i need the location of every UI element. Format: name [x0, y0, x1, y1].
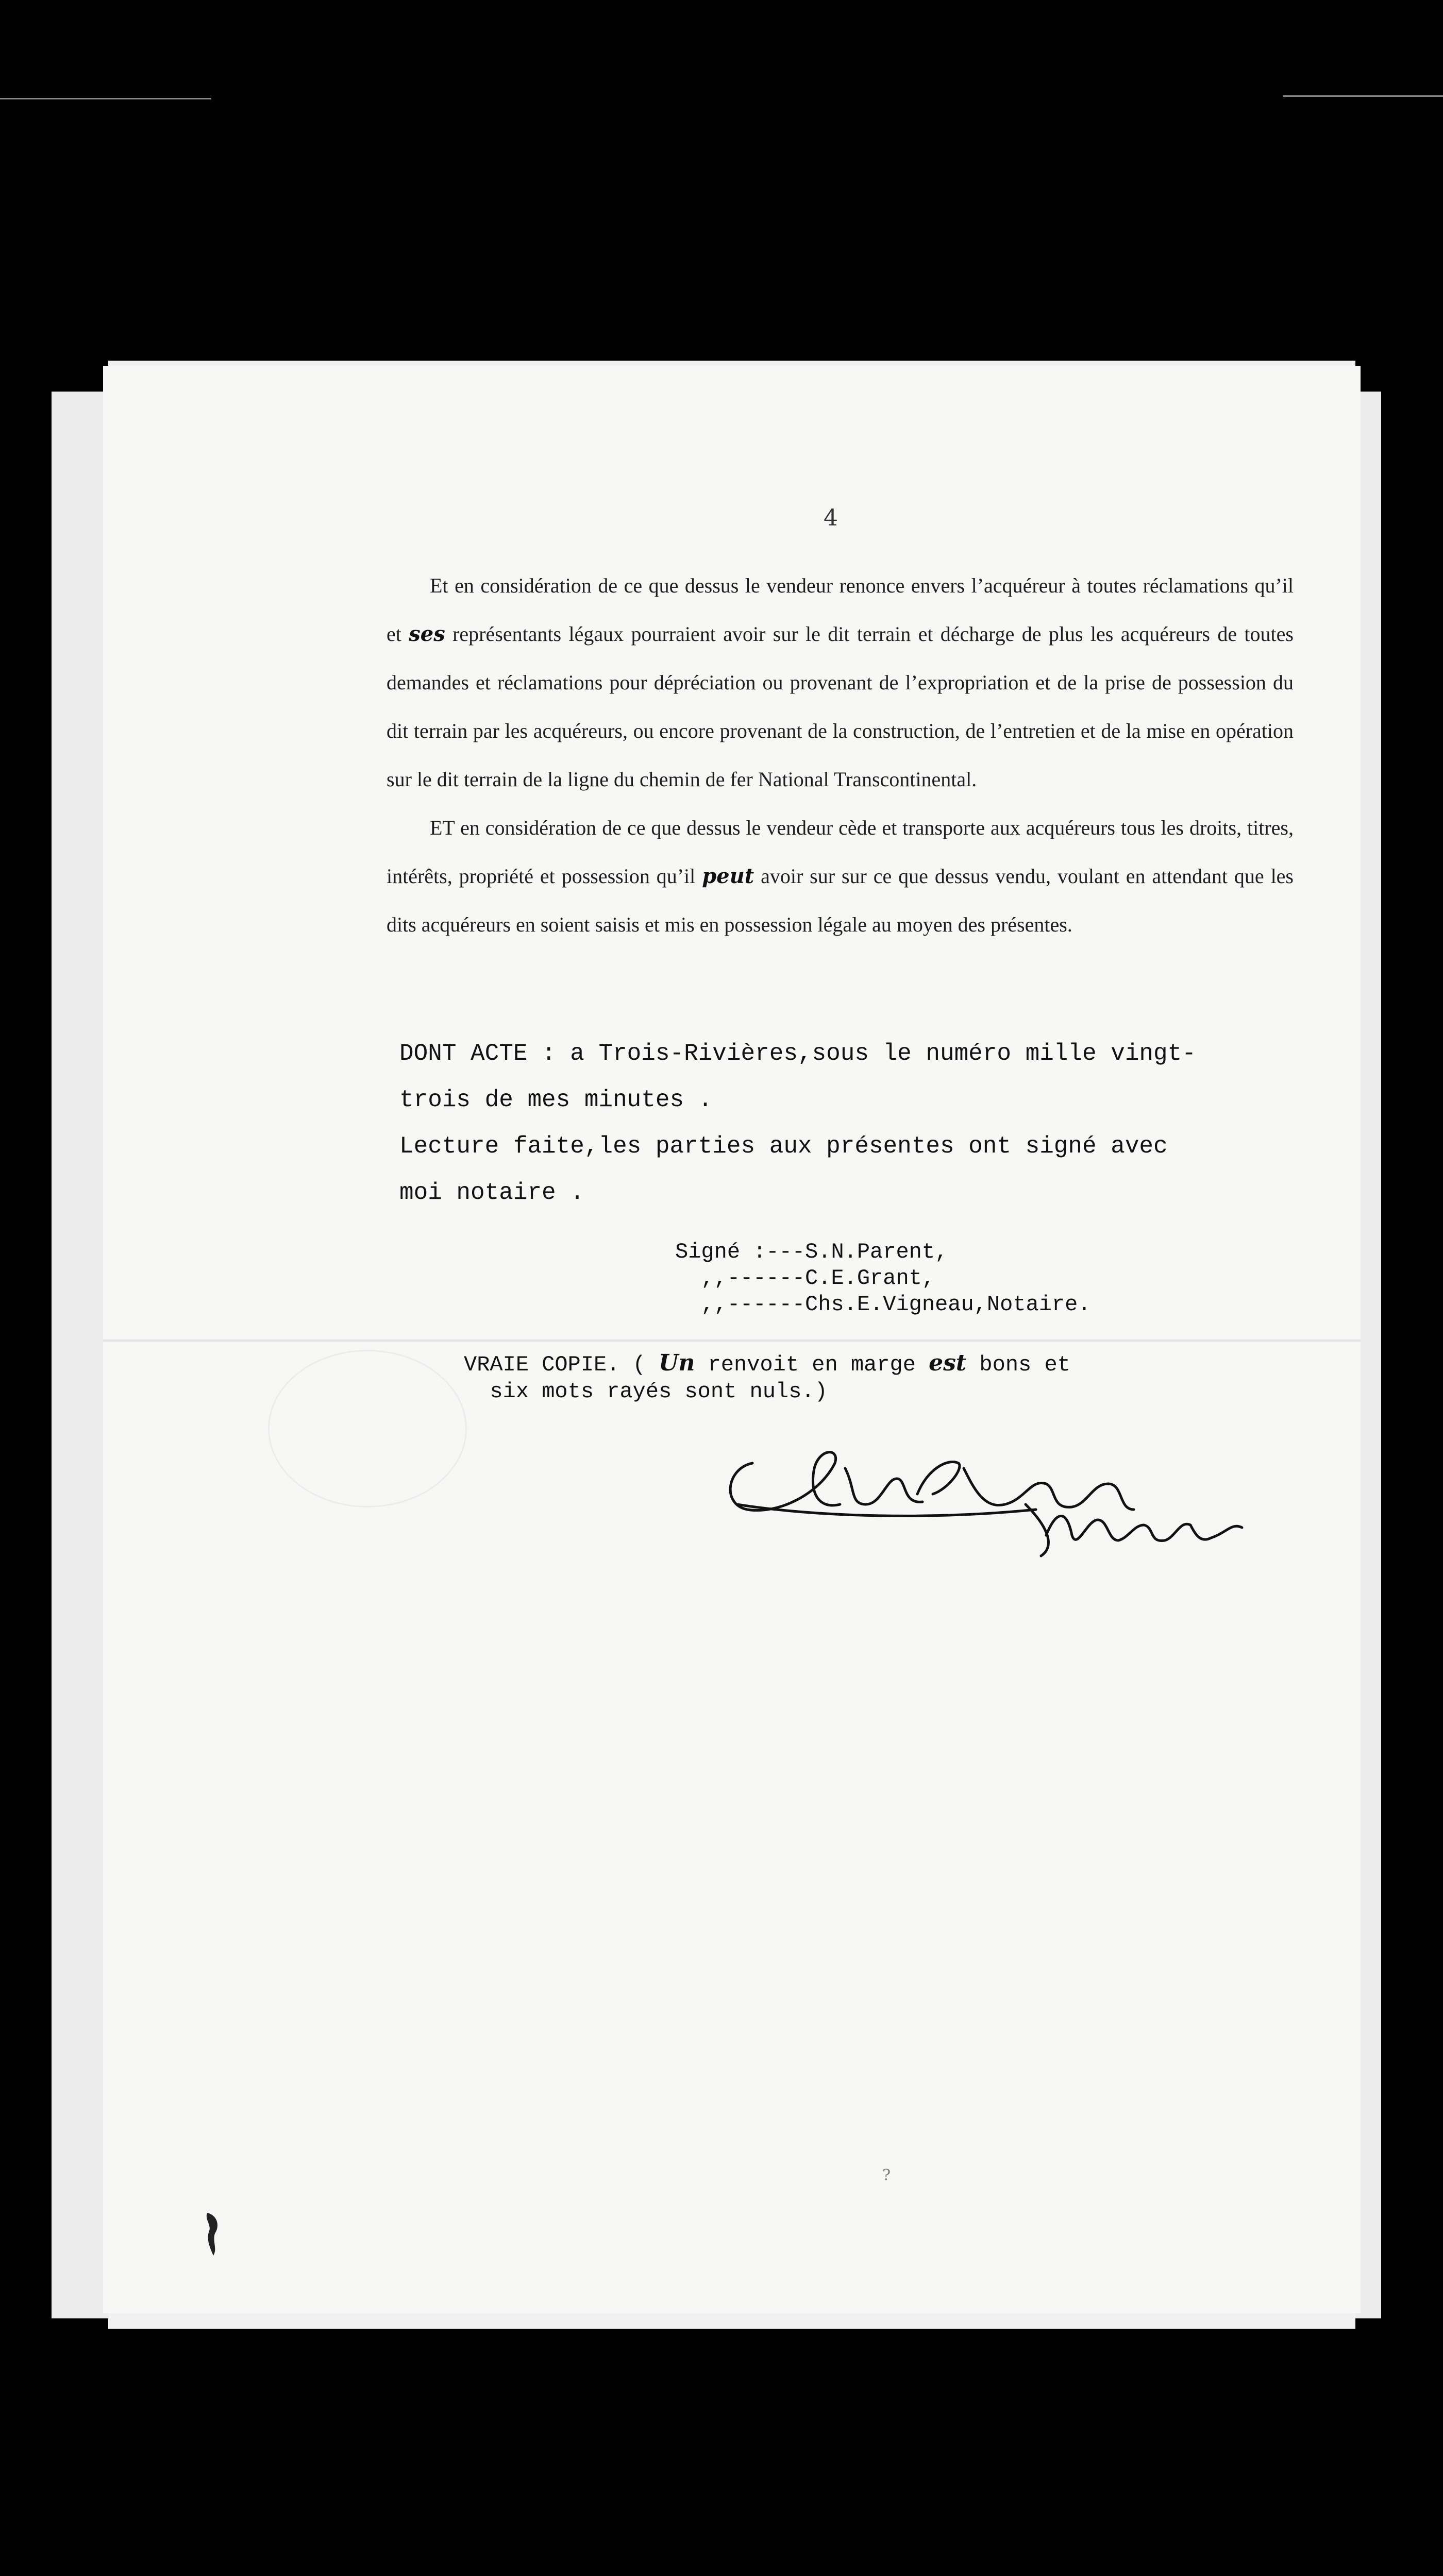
faint-mark: ?: [882, 2166, 891, 2184]
signed-line: Signé :---S.N.Parent,: [675, 1240, 948, 1264]
page-fold: [103, 1340, 1361, 1342]
typed-line: moi notaire .: [399, 1179, 584, 1206]
body-text: [387, 562, 1294, 949]
page-number: 4: [824, 505, 838, 531]
paragraph-2-text-b: avoir sur sur ce que dessus vendu, voulant en attendant que les dits acquéreurs en soient saisis et mis en possession légale au moyen des présentes.: [387, 865, 1294, 936]
paragraph-1-text-b: représentants légaux pourraient avoir sur le dit terrain et décharge de plus les acquéreurs de toutes demandes et réclamations pour dépréciation ou provenant de l’expropriation et de la prise de possession du dit terrain par les acquéreurs, ou encore provenant de la construction, de l’entretien et de la mise en opération sur le dit terrain de la ligne du chemin de fer National Transcontinental.: [387, 622, 1294, 791]
handwritten-un: Un: [659, 1350, 695, 1376]
signed-block: [675, 1239, 1091, 1318]
vraie-copie-block: [464, 1350, 1070, 1405]
embossed-seal: [268, 1350, 467, 1507]
handwritten-est: est: [929, 1350, 967, 1376]
copie-text-c: bons et: [966, 1352, 1070, 1377]
signed-line: ,,------Chs.E.Vigneau,Notaire.: [675, 1292, 1091, 1317]
typed-line: trois de mes minutes .: [399, 1087, 713, 1113]
paper-tear: [202, 2210, 223, 2257]
signed-line: ,,------C.E.Grant,: [675, 1266, 935, 1291]
signature-name: [541, 1437, 694, 1461]
handwritten-insertion-ses: ses: [409, 622, 445, 646]
handwritten-insertion-peut: peut: [702, 864, 754, 888]
dont-acte-block: [399, 1030, 1276, 1216]
copie-text-a: VRAIE COPIE. (: [464, 1352, 659, 1377]
scan-edge-top-right: [1283, 95, 1443, 97]
copie-line-1: [464, 1350, 1070, 1378]
paragraph-1-text-a: Et en considération de ce que dessus le vendeur renonce envers l’acquéreur à toutes réclamations qu’il et: [387, 574, 1294, 646]
paragraph-2-text-a: ET en considération de ce que dessus le vendeur cède et transporte aux acquéreurs tous les droits, titres, intérêts, propriété et possession qu’il: [387, 816, 1294, 888]
signature-title: [701, 1437, 781, 1461]
copie-line-2: six mots rayés sont nuls.): [464, 1379, 828, 1404]
paragraph-renonce: [387, 562, 1294, 804]
typed-line: DONT ACTE : a Trois-Rivières,sous le numéro mille vingt-: [399, 1040, 1196, 1067]
typed-line: Lecture faite,les parties aux présentes ont signé avec: [399, 1133, 1168, 1160]
scan-edge-top-left: [0, 98, 211, 99]
paragraph-cede: [387, 804, 1294, 949]
copie-text-b: renvoit en marge: [695, 1352, 929, 1377]
notary-signature: [716, 1432, 1263, 1577]
